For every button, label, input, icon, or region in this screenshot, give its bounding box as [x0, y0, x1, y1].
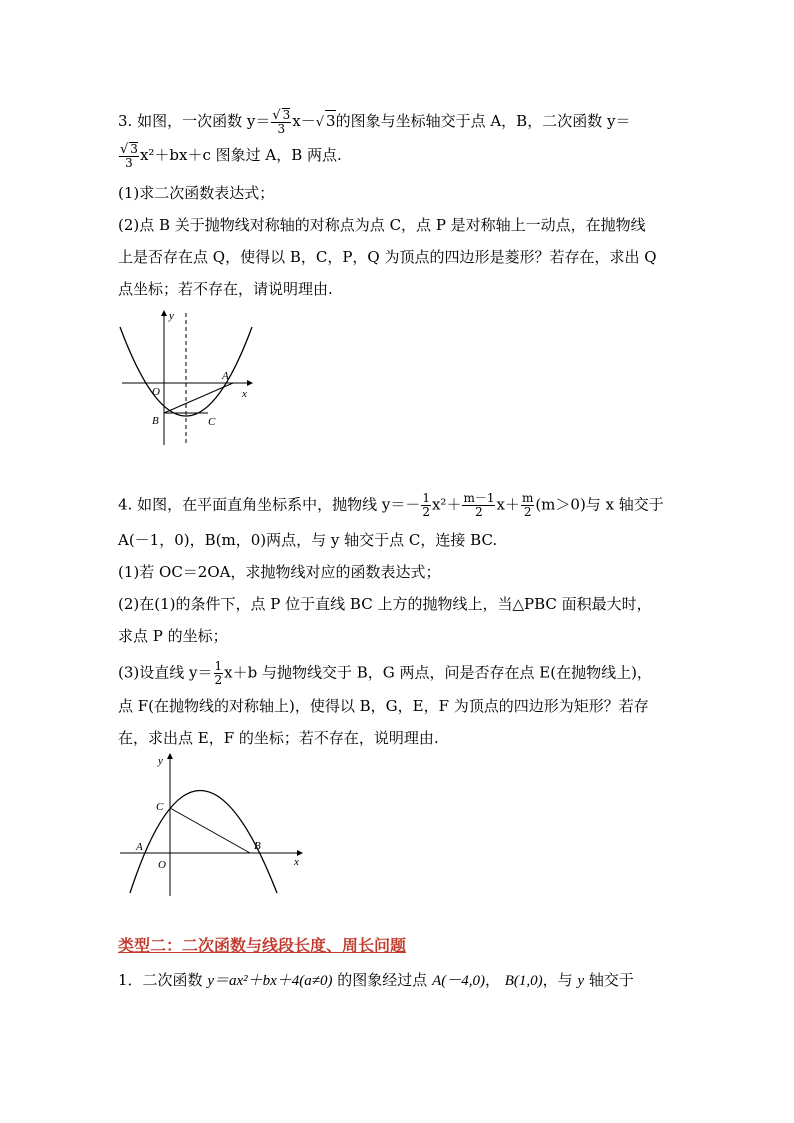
label-o: O: [158, 859, 166, 871]
numerator: m: [521, 491, 534, 505]
p4-text: 4. 如图，在平面直角坐标系中，抛物线 y＝－: [118, 495, 421, 514]
p4-q1: (1)若 OC＝2OA，求抛物线对应的函数表达式；: [118, 563, 441, 581]
label-c: C: [156, 801, 164, 813]
p4-line-2: A(－1，0)，B(m，0)两点，与 y 轴交于点 C，连接 BC.: [118, 531, 498, 549]
p3-line-2: [118, 142, 342, 170]
label-o: O: [152, 386, 160, 398]
fraction-sqrt3-over-3: $\frac{√ 3}{3}$: [272, 108, 291, 136]
sqrt-value: 3: [130, 142, 138, 156]
label-x: x: [294, 856, 299, 868]
label-y: y: [169, 310, 174, 322]
p3-line-1: [118, 108, 630, 136]
p4-q3-line-2: 点 F(在抛物线的对称轴上)，使得以 B，G，E，F 为顶点的四边形为矩形？若存: [118, 697, 649, 715]
p4-line-1: [118, 492, 664, 519]
section-text: 1．二次函数: [118, 971, 208, 989]
p3-q2-line-2: 上是否存在点 Q，使得以 B，C，P，Q 为顶点的四边形是菱形？若存在，求出 Q: [118, 248, 657, 266]
numerator: m－1: [463, 491, 495, 505]
var-y: y: [577, 973, 585, 989]
p4-q2-line-2: 求点 P 的坐标；: [118, 627, 228, 645]
p4-q2-line-1: (2)在(1)的条件下，点 P 位于直线 BC 上方的抛物线上，当△PBC 面积最大时，: [118, 595, 652, 613]
p3-q1: (1)求二次函数表达式；: [118, 184, 275, 202]
p3-text: 的图象与坐标轴交于点 A，B，二次函数 y＝: [335, 112, 631, 130]
section-text: ，与: [542, 971, 578, 989]
segment-cb: [170, 808, 250, 853]
p3-text: x－: [292, 112, 316, 130]
section-problem-1-line: [118, 970, 634, 991]
denominator: 3: [125, 156, 133, 170]
numerator: 1: [422, 491, 430, 505]
p4-q3-line-3: 在，求出点 E，F 的坐标；若不存在，说明理由.: [118, 729, 439, 747]
denominator: 2: [214, 673, 223, 687]
denominator: 2: [523, 505, 532, 519]
label-x: x: [242, 388, 247, 400]
numerator: 1: [214, 659, 223, 673]
label-a: A: [222, 370, 229, 382]
point-b: B(1,0): [504, 973, 543, 989]
p4-text: (m＞0)与 x 轴交于: [535, 495, 664, 514]
label-a: A: [136, 841, 143, 853]
sqrt-value: 3: [326, 112, 336, 130]
p3-q2-line-1: (2)点 B 关于抛物线对称轴的对称点为点 C，点 P 是对称轴上一动点，在抛物线: [118, 216, 646, 234]
denominator: 2: [422, 505, 430, 519]
p4-text: x＋: [496, 495, 520, 514]
p3-figure: [112, 305, 262, 450]
fraction-m-over-2: [521, 492, 534, 519]
radical-icon: √: [315, 115, 325, 130]
fraction-sqrt3-over-3: $\frac{√ 3}{3}$: [120, 142, 138, 170]
section-heading: 类型二：二次函数与线段长度、周长问题: [118, 936, 407, 955]
p4-q3-line-1: [118, 660, 652, 687]
label-c: C: [208, 416, 216, 428]
p3-text: 3. 如图，一次函数 y＝: [118, 112, 271, 130]
section-text: ，: [484, 971, 505, 989]
label-y: y: [158, 755, 163, 767]
fraction-1-over-2: [421, 492, 431, 519]
denominator: 3: [277, 122, 286, 136]
label-b: B: [254, 840, 261, 852]
denominator: 2: [475, 505, 483, 519]
p3-text: x²＋bx＋c 图象过 A，B 两点.: [139, 146, 342, 164]
label-b: B: [152, 415, 159, 427]
point-a: A(－4,0): [432, 973, 485, 989]
p4-text: x²＋: [431, 495, 462, 514]
p3-q2-line-3: 点坐标；若不存在，请说明理由.: [118, 280, 333, 298]
section-text: 轴交于: [584, 971, 634, 989]
p4-text: x＋b 与抛物线交于 B，G 两点，问是否存在点 E(在抛物线上)，: [224, 663, 652, 682]
p4-figure: [112, 748, 312, 898]
section-text: 的图象经过点: [332, 971, 433, 989]
p4-text: (3)设直线 y＝: [118, 663, 213, 682]
sqrt-value: 3: [282, 108, 291, 122]
equation: y＝ax²＋bx＋4(a≠0): [207, 973, 333, 989]
fraction-m-minus-1-over-2: [462, 492, 495, 519]
fraction-1-over-2: [214, 660, 224, 687]
segment-ab: [164, 383, 233, 413]
